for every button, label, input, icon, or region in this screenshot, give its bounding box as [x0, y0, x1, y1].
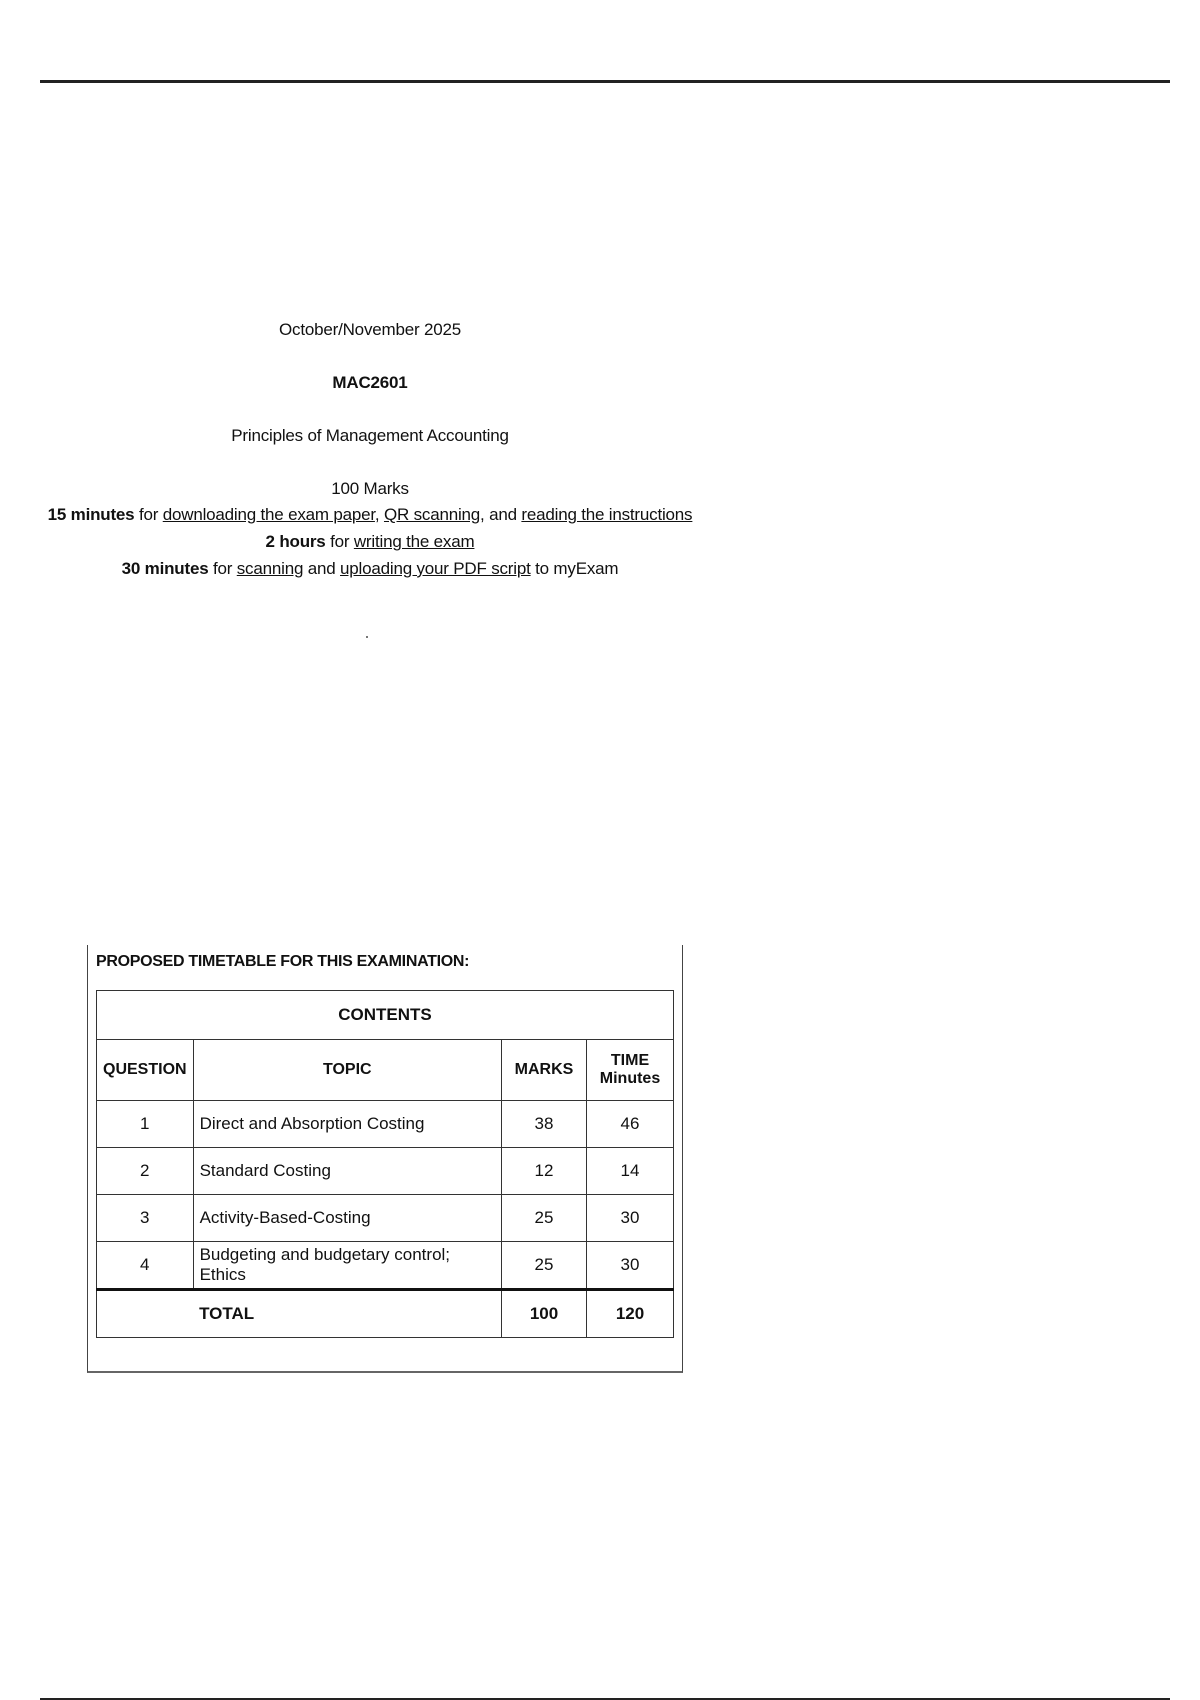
timeline-activity: scanning — [236, 559, 304, 578]
timetable-frame — [87, 945, 683, 1373]
question-topic: Budgeting and budgetary control; Ethics — [193, 1242, 501, 1290]
timeline-text: for — [325, 532, 354, 551]
timetable-table — [96, 990, 674, 1338]
question-number: 1 — [97, 1101, 194, 1148]
time-label: TIME — [610, 1052, 650, 1069]
question-time: 30 — [587, 1195, 674, 1242]
column-header-question: QUESTION — [97, 1040, 194, 1101]
question-number: 3 — [97, 1195, 194, 1242]
question-number: 2 — [97, 1148, 194, 1195]
timeline-line — [0, 505, 740, 525]
exam-timeline — [0, 505, 740, 579]
contents-header: CONTENTS — [97, 991, 674, 1040]
column-header-marks: MARKS — [502, 1040, 587, 1101]
timeline-duration: 30 minutes — [121, 559, 209, 578]
timetable-heading: PROPOSED TIMETABLE FOR THIS EXAMINATION: — [96, 953, 470, 970]
timeline-text: and — [303, 559, 341, 578]
total-marks: 100 Marks — [331, 479, 409, 498]
module-title: Principles of Management Accounting — [231, 426, 509, 445]
total-time-value: 120 — [587, 1290, 674, 1338]
question-topic: Direct and Absorption Costing — [193, 1101, 501, 1148]
total-label: TOTAL — [193, 1290, 501, 1338]
timeline-duration: 2 hours — [265, 532, 326, 551]
timeline-activity: uploading your PDF script — [340, 559, 531, 578]
timeline-activity: downloading the exam paper — [162, 505, 375, 524]
timeline-text: , and — [480, 505, 522, 524]
timeline-text: for — [134, 505, 163, 524]
time-unit-label: Minutes — [599, 1070, 661, 1087]
total-row — [97, 1290, 674, 1338]
column-header-topic: TOPIC — [193, 1040, 501, 1101]
timeline-activity: QR scanning — [383, 505, 481, 524]
question-topic: Activity-Based-Costing — [193, 1195, 501, 1242]
top-rule — [40, 80, 1170, 83]
question-marks: 25 — [502, 1195, 587, 1242]
timeline-line — [0, 532, 740, 552]
question-number: 4 — [97, 1242, 194, 1290]
question-time: 14 — [587, 1148, 674, 1195]
timeline-duration: 15 minutes — [47, 505, 135, 524]
question-marks: 38 — [502, 1101, 587, 1148]
total-spacer — [97, 1290, 194, 1338]
table-row — [97, 1195, 674, 1242]
module-code: MAC2601 — [332, 373, 408, 392]
timeline-text: to myExam — [530, 559, 619, 578]
table-row — [97, 1101, 674, 1148]
timeline-text: , — [374, 505, 384, 524]
timeline-line — [0, 559, 740, 579]
table-row — [97, 1148, 674, 1195]
question-time: 46 — [587, 1101, 674, 1148]
column-header-time — [587, 1040, 674, 1101]
timeline-activity: writing the exam — [353, 532, 475, 551]
exam-session: October/November 2025 — [279, 320, 461, 339]
total-marks-value: 100 — [502, 1290, 587, 1338]
question-marks: 12 — [502, 1148, 587, 1195]
question-topic: Standard Costing — [193, 1148, 501, 1195]
question-time: 30 — [587, 1242, 674, 1290]
stray-mark — [366, 636, 368, 638]
question-marks: 25 — [502, 1242, 587, 1290]
timeline-text: for — [208, 559, 237, 578]
timeline-activity: reading the instructions — [521, 505, 693, 524]
table-row — [97, 1242, 674, 1290]
exam-header — [0, 320, 740, 586]
